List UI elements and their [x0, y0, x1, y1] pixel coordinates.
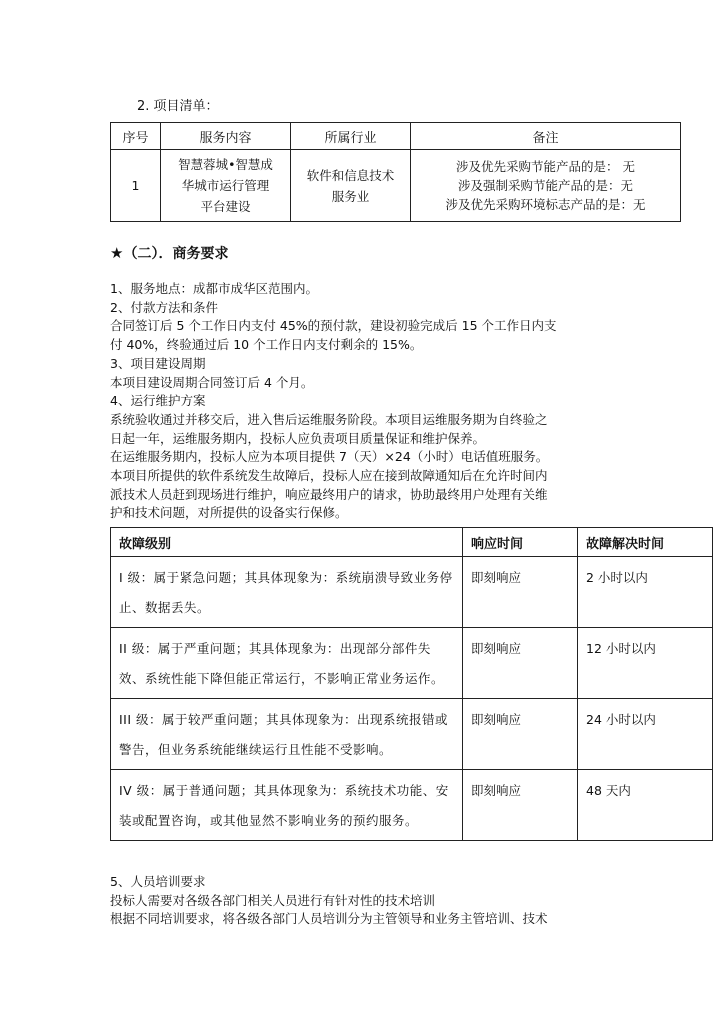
body-line: 5、人员培训要求 — [110, 874, 206, 889]
industry-line: 服务业 — [331, 188, 370, 204]
notes-line: 涉及优先采购节能产品的是： 无 — [456, 159, 635, 174]
body-line: 2、付款方法和条件 — [110, 299, 218, 315]
body-line: 付 40%，终验通过后 10 个工作日内支付剩余的 15%。 — [110, 337, 423, 353]
content-line: 平台建设 — [200, 199, 251, 214]
table-row — [111, 150, 681, 222]
body-line: 护和技术问题，对所提供的设备实行保修。 — [110, 505, 348, 521]
body-line: 本项目建设周期合同签订后 4 个月。 — [110, 374, 314, 390]
star-icon: ★ — [110, 244, 124, 262]
industry-line: 软件和信息技术 — [306, 167, 395, 183]
content-line: 华城市运行管理 — [181, 178, 270, 193]
list-title: 2. 项目清单： — [137, 99, 219, 114]
table-row — [111, 770, 713, 841]
notes-line: 涉及优先采购环境标志产品的是：无 — [445, 197, 646, 212]
body-text-2 — [110, 873, 720, 929]
cell-level: II 级：属于严重问题；其具体现象为：出现部分部件失效、系统性能下降但能正常运行，不影响正常业务运作。 — [111, 628, 463, 699]
header-no: 序号 — [111, 123, 161, 150]
header-content: 服务内容 — [161, 123, 291, 150]
body-line: 根据不同培训要求，将各级各部门人员培训分为主管领导和业务主管培训、技术 — [110, 911, 548, 927]
commercial-requirements-heading — [110, 243, 228, 263]
body-line: 系统验收通过并移交后，进入售后运维服务阶段。本项目运维服务期为自终验之 — [110, 411, 548, 427]
cell-resolve: 48 天内 — [578, 770, 713, 841]
table-header-row — [111, 123, 681, 150]
body-line: 日起一年，运维服务期内，投标人应负责项目质量保证和维护保养。 — [110, 430, 486, 446]
cell-resolve: 24 小时以内 — [578, 699, 713, 770]
project-list-table — [110, 122, 681, 222]
cell-response: 即刻响应 — [463, 699, 578, 770]
body-line: 1、服务地点：成都市成华区范围内。 — [110, 281, 318, 296]
fault-level-table — [110, 527, 713, 841]
cell-notes — [411, 150, 681, 222]
header-resolve-time: 故障解决时间 — [578, 528, 713, 557]
body-line: 派技术人员赶到现场进行维护，响应最终用户的请求，协助最终用户处理有关维 — [110, 486, 548, 502]
cell-response: 即刻响应 — [463, 628, 578, 699]
table-header-row — [111, 528, 713, 557]
content-line: 智慧蓉城•智慧成 — [178, 157, 273, 172]
cell-level: IV 级：属于普通问题；其具体现象为：系统技术功能、安装或配置咨询，或其他显然不影响业务的预约服务。 — [111, 770, 463, 841]
cell-resolve: 12 小时以内 — [578, 628, 713, 699]
header-industry: 所属行业 — [291, 123, 411, 150]
body-line: 投标人需要对各级各部门相关人员进行有针对性的技术培训 — [110, 892, 436, 908]
header-notes: 备注 — [411, 123, 681, 150]
cell-response: 即刻响应 — [463, 770, 578, 841]
body-line: 本项目所提供的软件系统发生故障后，投标人应在接到故障通知后在允许时间内 — [110, 468, 548, 484]
body-line: 3、项目建设周期 — [110, 355, 206, 371]
body-line: 合同签订后 5 个工作日内支付 45%的预付款，建设初验完成后 15 个工作日内支 — [110, 318, 557, 334]
table-row — [111, 699, 713, 770]
header-fault-level: 故障级别 — [111, 528, 463, 557]
cell-response: 即刻响应 — [463, 557, 578, 628]
heading-text: （二）．商务要求 — [123, 246, 229, 262]
cell-level: I 级：属于紧急问题；其具体现象为：系统崩溃导致业务停止、数据丢失。 — [111, 557, 463, 628]
cell-resolve: 2 小时以内 — [578, 557, 713, 628]
header-response-time: 响应时间 — [463, 528, 578, 557]
cell-industry — [291, 150, 411, 222]
table-row — [111, 628, 713, 699]
table-row — [111, 557, 713, 628]
cell-no: 1 — [111, 150, 161, 222]
body-line: 4、运行维护方案 — [110, 393, 206, 409]
body-line: 在运维服务期内，投标人应为本项目提供 7（天）×24（小时）电话值班服务。 — [110, 449, 549, 465]
cell-level: III 级：属于较严重问题；其具体现象为：出现系统报错或警告，但业务系统能继续运行且性能不受影响。 — [111, 699, 463, 770]
body-text — [110, 280, 710, 523]
cell-content — [161, 150, 291, 222]
notes-line: 涉及强制采购节能产品的是：无 — [457, 178, 633, 193]
